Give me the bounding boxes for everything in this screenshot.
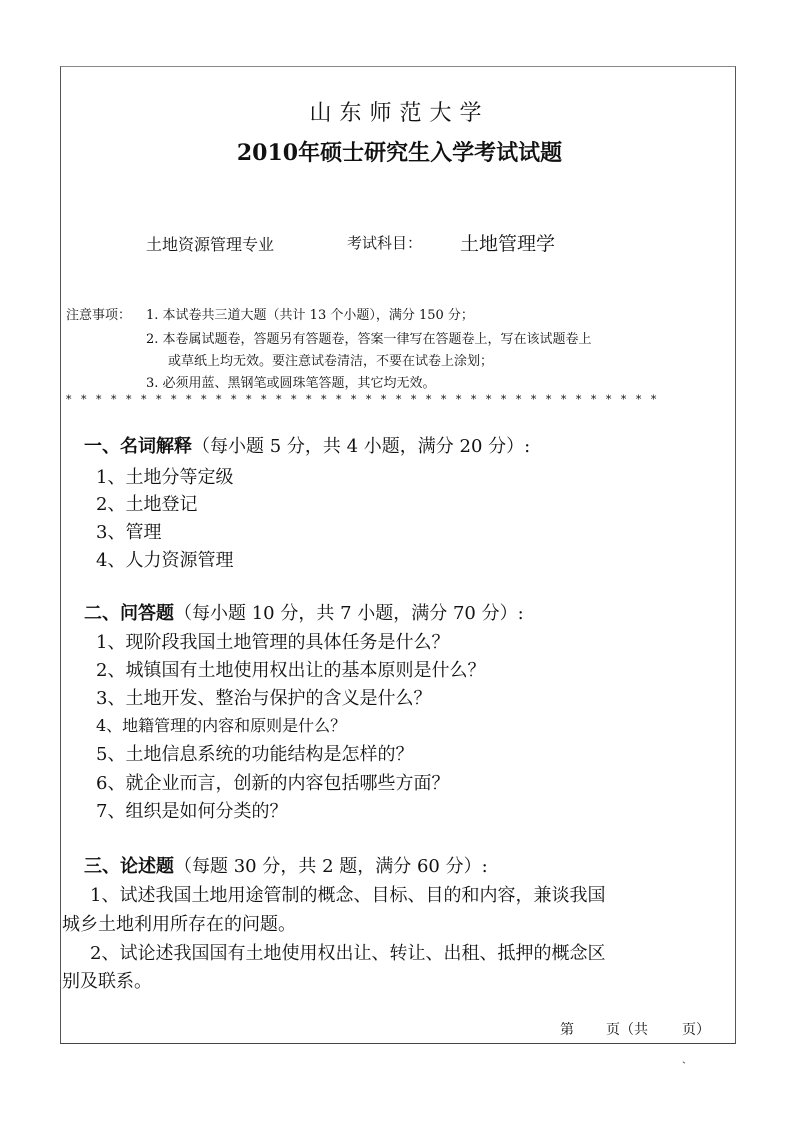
list-item: 别及联系。 — [62, 971, 152, 992]
subject: 土地管理学 — [460, 233, 556, 255]
section-detail: （每题 30 分，共 2 题，满分 60 分）: — [174, 856, 488, 877]
page-suffix: 页） — [682, 1022, 710, 1038]
note-item: 3. 必须用蓝、黑钢笔或圆珠笔答题，其它均无效。 — [146, 376, 436, 391]
scan-mark: ˏ — [682, 1050, 686, 1064]
school-name: 山东师范大学 — [309, 101, 490, 126]
list-item: 1、土地分等定级 — [96, 467, 234, 488]
list-item: 2、土地登记 — [96, 494, 198, 515]
separator: * * * * * * * * * * * * * * * * * * * * * * * * * * * * * * * * * * * * * * * * — [66, 393, 660, 406]
list-item: 城乡土地利用所存在的问题。 — [62, 914, 296, 935]
section-heading — [84, 432, 530, 458]
section-title: 三、论述题 — [84, 856, 174, 877]
list-item: 2、城镇国有土地使用权出让的基本原则是什么？ — [96, 660, 486, 681]
section-title: 二、问答题 — [84, 603, 174, 624]
major: 土地资源管理专业 — [146, 235, 275, 254]
section-title: 一、名词解释 — [84, 436, 192, 457]
note-item: 2. 本卷属试题卷，答题另有答题卷，答案一律写在答题卷上，写在该试题卷上 — [146, 332, 592, 347]
list-item: 7、组织是如何分类的？ — [96, 801, 288, 822]
section-heading — [84, 852, 488, 878]
list-item: 3、土地开发、整治与保护的含义是什么？ — [96, 688, 432, 709]
note-item: 1. 本试卷共三道大题（共计 13 个小题），满分 150 分； — [146, 308, 474, 323]
subject-label: 考试科目： — [347, 234, 423, 252]
page-mid: 页（共 — [606, 1022, 648, 1038]
list-item: 1、试述我国土地用途管制的概念、目标、目的和内容，兼谈我国 — [90, 885, 606, 906]
list-item: 2、试论述我国国有土地使用权出让、转让、出租、抵押的概念区 — [90, 943, 606, 964]
section-detail: （每小题 5 分，共 4 小题，满分 20 分）: — [192, 436, 531, 457]
section-heading — [84, 599, 524, 625]
list-item: 6、就企业而言，创新的内容包括哪些方面？ — [96, 773, 450, 794]
note-item: 或草纸上均无效。要注意试卷清洁，不要在试卷上涂划； — [168, 354, 494, 369]
list-item: 1、现阶段我国土地管理的具体任务是什么？ — [96, 632, 450, 653]
section-detail: （每小题 10 分，共 7 小题，满分 70 分）: — [174, 603, 524, 624]
list-item: 3、管理 — [96, 522, 162, 543]
notes-label: 注意事项： — [66, 308, 132, 323]
page-prefix: 第 — [560, 1022, 574, 1038]
list-item: 4、人力资源管理 — [96, 550, 234, 571]
list-item: 5、土地信息系统的功能结构是怎样的？ — [96, 744, 414, 765]
list-item: 4、地籍管理的内容和原则是什么？ — [96, 716, 347, 735]
exam-title: 2010年硕士研究生入学考试试题 — [236, 140, 563, 166]
